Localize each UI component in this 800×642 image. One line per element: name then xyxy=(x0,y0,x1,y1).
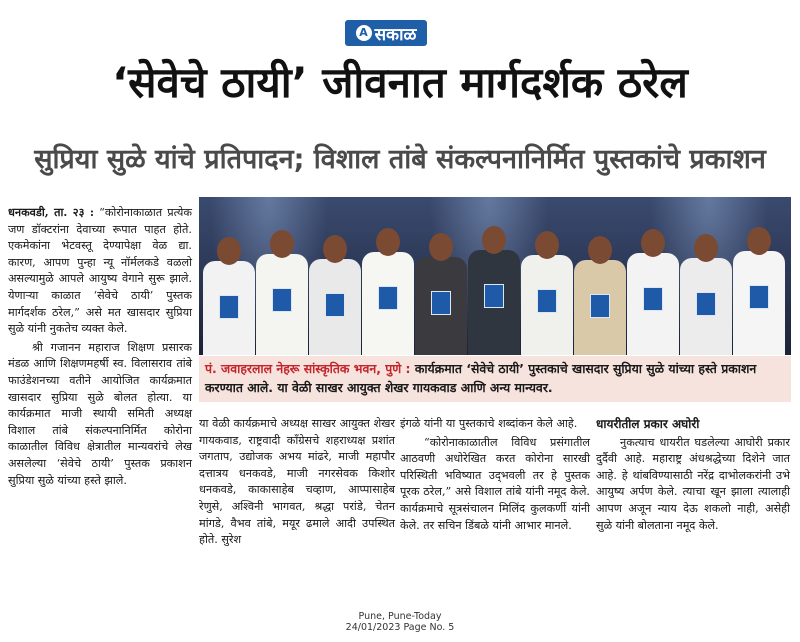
headline: ‘सेवेचे ठायी’ जीवनात मार्गदर्शक ठरेल xyxy=(112,58,688,107)
book-cover-icon xyxy=(696,292,716,316)
photo-person xyxy=(256,230,308,355)
photo-caption xyxy=(199,356,791,402)
event-photo xyxy=(199,197,791,355)
article-paragraph: या वेळी कार्यक्रमाचे अध्यक्ष साखर आयुक्त शेखर गायकवाड, राष्ट्रवादी काँग्रेसचे शहराध्यक्ष प्रशांत जगताप, उद्योजक अभय मांढरे, माजी महापौर दत्तात्रय धनकवडे, माजी नगरसेवक किशोर धनकवडे, काकासाहेब चव्हाण, आप्पासाहेब रेणुसे, अश्विनी भागवत, श्रद्धा परांडे, चेतन मांगडे, वैभव तांबे, मयूर ढमाले आदी उपस्थित होते. सुरेश xyxy=(199,417,395,547)
photo-person xyxy=(415,233,467,355)
book-cover-icon xyxy=(537,289,557,313)
article-column-3 xyxy=(400,416,590,534)
sakal-logo-icon: A xyxy=(356,25,372,41)
newspaper-masthead xyxy=(345,20,427,46)
article-paragraph: नुकत्याच धायरीत घडलेल्या आघोरी प्रकार दुर्दैवी आहे. महाराष्ट्र अंधश्रद्धेच्या दिशेने जात आहे. हे थांबविण्यासाठी नरेंद्र दाभोलकरांनी उभे आयुष्य अर्पण केले. त्याचा खून झाला त्यालाही आपण अजून न्याय देऊ शकलो नाही, असेही सुळे यांनी बोलताना नमूद केले. xyxy=(596,435,790,532)
photo-person xyxy=(680,234,732,355)
date-page-label: 24/01/2023 Page No. 5 xyxy=(345,622,455,633)
photo-person xyxy=(203,237,255,355)
article-column-1 xyxy=(8,204,192,489)
photo-person xyxy=(574,236,626,355)
dateline: धनकवडी, ता. २३ : xyxy=(8,205,94,219)
article-paragraph: श्री गजानन महाराज शिक्षण प्रसारक मंडळ आणि शिक्षणमहर्षी स्व. विलासराव तांबे फाउंडेशनच्या वतीने आयोजित कार्यक्रमात खासदार सुप्रिया सुळे बोलत होत्या. या कार्यक्रमात माजी स्थायी समिती अध्यक्ष विशाल तांबे संकल्पनानिर्मित कोरोना काळातील विविध क्षेत्रातील मान्यवरांचे लेख असलेल्या ‘सेवेचे ठायी’ पुस्तक प्रकाशन सुप्रिया सुळे यांच्या हस्ते झाले. xyxy=(8,340,192,487)
subheadline: सुप्रिया सुळे यांचे प्रतिपादन; विशाल तांबे संकल्पनानिर्मित पुस्तकांचे प्रकाशन xyxy=(34,144,766,175)
book-cover-icon xyxy=(749,285,769,309)
masthead-name: सकाळ xyxy=(374,24,417,45)
photo-person xyxy=(521,231,573,355)
book-cover-icon xyxy=(484,284,504,308)
article-column-2 xyxy=(199,416,395,549)
photo-person xyxy=(362,228,414,355)
article-paragraph xyxy=(8,204,192,338)
book-cover-icon xyxy=(378,286,398,310)
edition-label: Pune, Pune-Today xyxy=(358,611,442,622)
photo-person xyxy=(733,227,785,355)
caption-text: कार्यक्रमात ‘सेवेचे ठायी’ पुस्तकाचे खासदार सुप्रिया सुळे यांच्या हस्ते प्रकाशन करण्यात आले. या वेळी साखर आयुक्त शेखर गायकवाड आणि अन्य मान्यवर. xyxy=(205,361,757,395)
book-cover-icon xyxy=(219,295,239,319)
book-cover-icon xyxy=(643,287,663,311)
side-heading: धायरीतील प्रकार अघोरी xyxy=(596,417,700,431)
paragraph-text: “कोरोनाकाळात प्रत्येक जण डॉक्टरांना देवाच्या रूपात पाहत होते. एकमेकांना भेटवस्तू देण्यापेक्षा वेळ द्या. कारण, आपण पुन्हा न्यू नॉर्मलकडे वळलो असल्यामुळे आपले आयुष्य वेगाने सुरू झाले. येणाऱ्या काळात ‘सेवेचे ठायी’ पुस्तक मार्गदर्शक ठरेल,” असे मत खासदार सुप्रिया सुळे यांनी नुकतेच व्यक्त केले. xyxy=(8,206,192,336)
article-paragraph: “कोरोनाकाळातील विविध प्रसंगातील आठवणी अधोरेखित करत कोरोना सारखी परिस्थिती भविष्यात उद्‍भवली तर हे पुस्तक पूरक ठरेल,” असे विशाल तांबे यांनी नमूद केले. कार्यक्रमाचे सूत्रसंचालन मिलिंद कुलकर्णी यांनी केले. तर सचिन डिंबळे यांनी आभार मानले. xyxy=(400,435,590,532)
book-cover-icon xyxy=(325,293,345,317)
article-column-4 xyxy=(596,416,790,534)
book-cover-icon xyxy=(431,291,451,315)
article-paragraph: इंगळे यांनी या पुस्तकाचे शब्दांकन केले आहे. xyxy=(400,417,578,430)
page-info xyxy=(300,611,500,633)
photo-person xyxy=(309,235,361,355)
book-cover-icon xyxy=(272,288,292,312)
photo-person xyxy=(627,229,679,355)
book-cover-icon xyxy=(590,294,610,318)
caption-location: पं. जवाहरलाल नेहरू सांस्कृतिक भवन, पुणे : xyxy=(205,361,411,376)
photo-person xyxy=(468,226,520,355)
